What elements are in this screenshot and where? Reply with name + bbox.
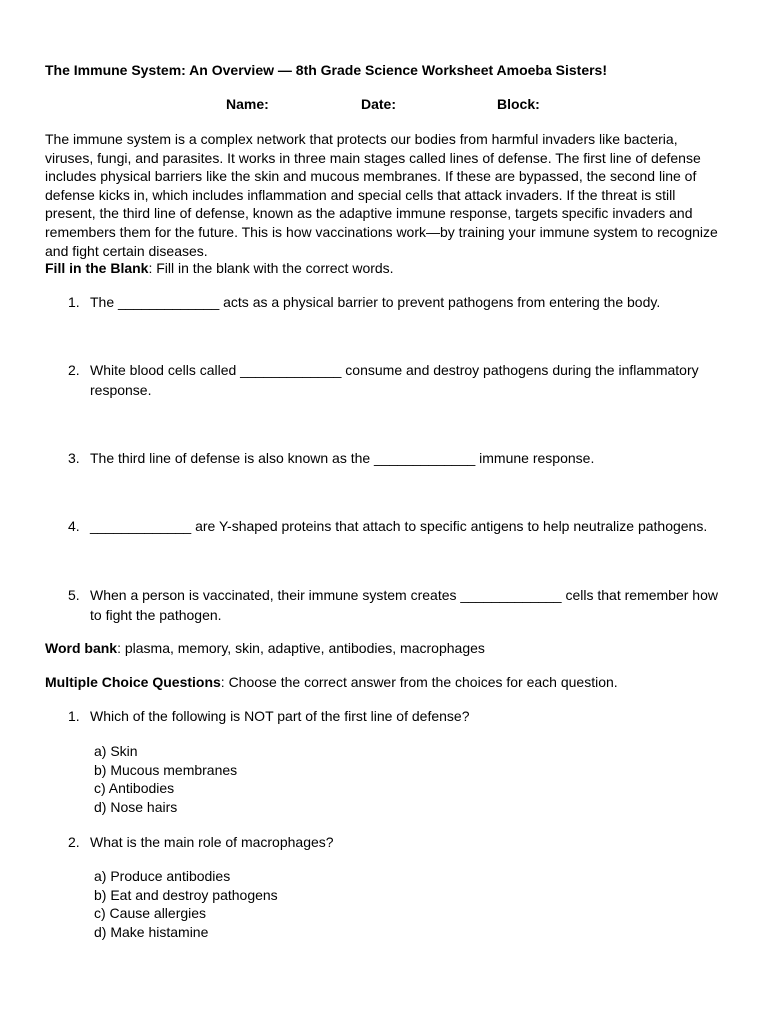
fill-blank-instruction: : Fill in the blank with the correct words. <box>148 260 394 276</box>
question-number: 1. <box>68 708 80 724</box>
question-text: When a person is vaccinated, their immune system creates _____________ cells that remember how to fight the pathogen. <box>90 587 718 623</box>
mc-question-2 <box>68 832 718 852</box>
question-text: The third line of defense is also known as the _____________ immune response. <box>90 450 595 466</box>
fill-blank-question-2 <box>68 360 718 400</box>
fill-blank-question-4 <box>68 516 718 536</box>
mc-question-1-options <box>94 742 237 817</box>
answer-option: c) Cause allergies <box>94 905 207 922</box>
question-number: 2. <box>68 362 80 378</box>
date-field-label: Date: <box>361 96 397 112</box>
answer-option: a) Skin <box>94 743 138 759</box>
fill-blank-question-3 <box>68 448 718 468</box>
name-field-label: Name: <box>226 96 269 112</box>
question-number: 3. <box>68 450 80 466</box>
question-text: _____________ are Y-shaped proteins that attach to specific antigens to help neutralize pathogens. <box>90 518 708 534</box>
student-info-fields <box>45 96 725 114</box>
question-number: 1. <box>68 294 80 310</box>
answer-option: b) Mucous membranes <box>94 761 238 778</box>
word-bank-heading: Word bank <box>45 640 118 656</box>
question-text: Which of the following is NOT part of the first line of defense? <box>90 708 470 724</box>
question-text: What is the main role of macrophages? <box>90 834 334 850</box>
answer-option: b) Eat and destroy pathogens <box>94 886 278 903</box>
question-number: 4. <box>68 518 80 534</box>
fill-blank-question-1 <box>68 292 718 312</box>
multiple-choice-instruction: : Choose the correct answer from the choices for each question. <box>220 674 618 690</box>
multiple-choice-heading <box>45 673 618 691</box>
multiple-choice-heading-label: Multiple Choice Questions <box>45 674 221 690</box>
answer-option: d) Make histamine <box>94 924 209 941</box>
question-text: The _____________ acts as a physical barrier to prevent pathogens from entering the body. <box>90 294 661 310</box>
intro-paragraph: The immune system is a complex network that protects our bodies from harmful invaders like bacteria, viruses, fungi, and parasites. It works in three main stages called lines of defense. The first line of defense includes physical barriers like the skin and mucous membranes. If these are bypassed, the second line of defense kicks in, which includes inflammation and special cells that attack invaders. If the threat is still present, the third line of defense, known as the adaptive immune response, targets specific invaders and remembers them for the future. This is how vaccinations work—by training your immune system to recognize and fight certain diseases. <box>45 131 718 259</box>
answer-option: d) Nose hairs <box>94 799 178 816</box>
question-number: 5. <box>68 587 80 603</box>
question-text: White blood cells called _____________ consume and destroy pathogens during the inflammatory response. <box>90 362 699 398</box>
mc-question-2-options <box>94 867 278 942</box>
block-field-label: Block: <box>497 96 540 112</box>
fill-blank-heading-label: Fill in the Blank <box>45 260 149 276</box>
word-bank <box>45 639 485 657</box>
fill-blank-heading <box>45 259 394 277</box>
question-number: 2. <box>68 834 80 850</box>
answer-option: a) Produce antibodies <box>94 868 231 884</box>
answer-option: c) Antibodies <box>94 780 175 797</box>
word-bank-words: : plasma, memory, skin, adaptive, antibodies, macrophages <box>117 640 485 656</box>
mc-question-1 <box>68 706 718 726</box>
fill-blank-question-5 <box>68 585 718 625</box>
worksheet-title: The Immune System: An Overview — 8th Grade Science Worksheet Amoeba Sisters! <box>45 62 608 78</box>
